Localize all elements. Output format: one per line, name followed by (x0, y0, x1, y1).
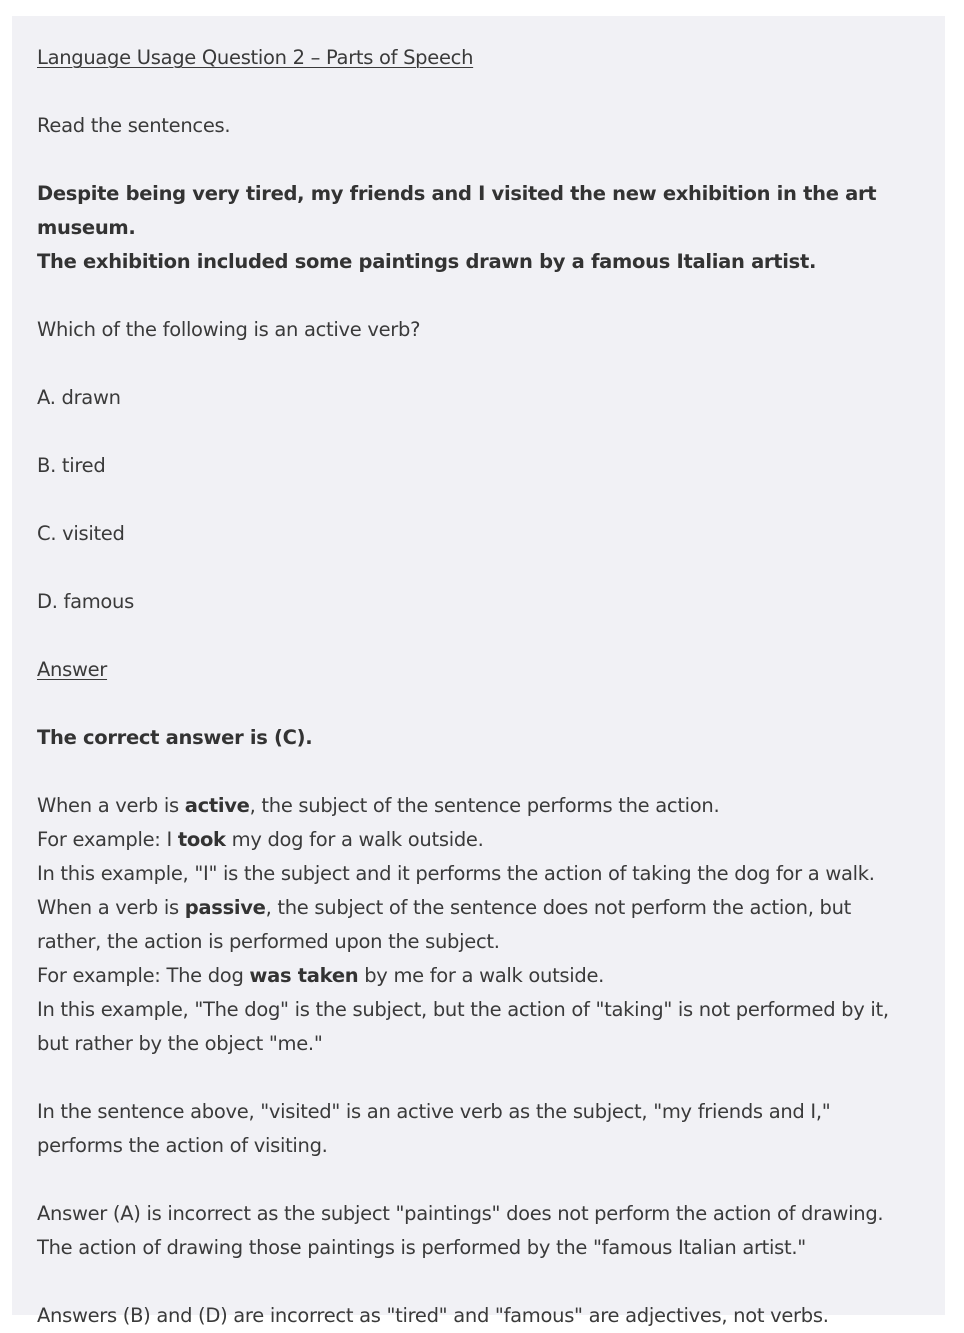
question-text: Which of the following is an active verb? (37, 318, 421, 341)
answer-toggle[interactable] (37, 653, 920, 687)
passive-example-pre: For example: The dog (37, 964, 250, 987)
option-c: C. visited (37, 522, 125, 545)
passage (37, 177, 920, 279)
passive-term: passive (184, 896, 266, 919)
option-d: D. famous (37, 590, 134, 613)
question-title: Language Usage Question 2 – Parts of Speech (37, 46, 474, 69)
active-example-post: my dog for a walk outside. (225, 828, 484, 851)
passive-definition (37, 891, 920, 959)
passive-example (37, 959, 920, 993)
option-a: A. drawn (37, 386, 121, 409)
summary-option-a: Answer (A) is incorrect as the subject "paintings" does not perform the action of drawing. The action of drawing those paintings is performed by the "famous Italian artist." (37, 1202, 884, 1259)
active-definition-post: , the subject of the sentence performs the action. (249, 794, 720, 817)
answer-link[interactable]: Answer (37, 658, 108, 681)
active-term: active (184, 794, 250, 817)
correct-answer: The correct answer is (C). (37, 726, 313, 749)
passive-example-post: by me for a walk outside. (358, 964, 605, 987)
summary-options-b-d: Answers (B) and (D) are incorrect as "tired" and "famous" are adjectives, not verbs. (37, 1304, 829, 1327)
passive-definition-post: , the subject of the sentence does not perform the action, but rather, the action is performed upon the subject. (37, 896, 851, 953)
explanation (37, 789, 920, 1061)
passage-sentence-2: The exhibition included some paintings drawn by a famous Italian artist. (37, 250, 817, 273)
summary-correct: In the sentence above, "visited" is an active verb as the subject, "my friends and I," performs the action of visiting. (37, 1100, 831, 1157)
option-b: B. tired (37, 454, 106, 477)
passive-example-note: In this example, "The dog" is the subject, but the action of "taking" is not performed by it, but rather by the object "me." (37, 998, 889, 1055)
active-example-verb: took (177, 828, 226, 851)
active-example-note: In this example, "I" is the subject and it performs the action of taking the dog for a walk. (37, 862, 875, 885)
active-definition-pre: When a verb is (37, 794, 185, 817)
passive-example-verb: was taken (249, 964, 359, 987)
active-example (37, 823, 920, 857)
active-definition (37, 789, 920, 823)
active-example-pre: For example: I (37, 828, 178, 851)
passive-definition-pre: When a verb is (37, 896, 185, 919)
passage-sentence-1: Despite being very tired, my friends and I visited the new exhibition in the art museum. (37, 182, 877, 239)
question-card (12, 16, 945, 1327)
instruction-text: Read the sentences. (37, 114, 231, 137)
